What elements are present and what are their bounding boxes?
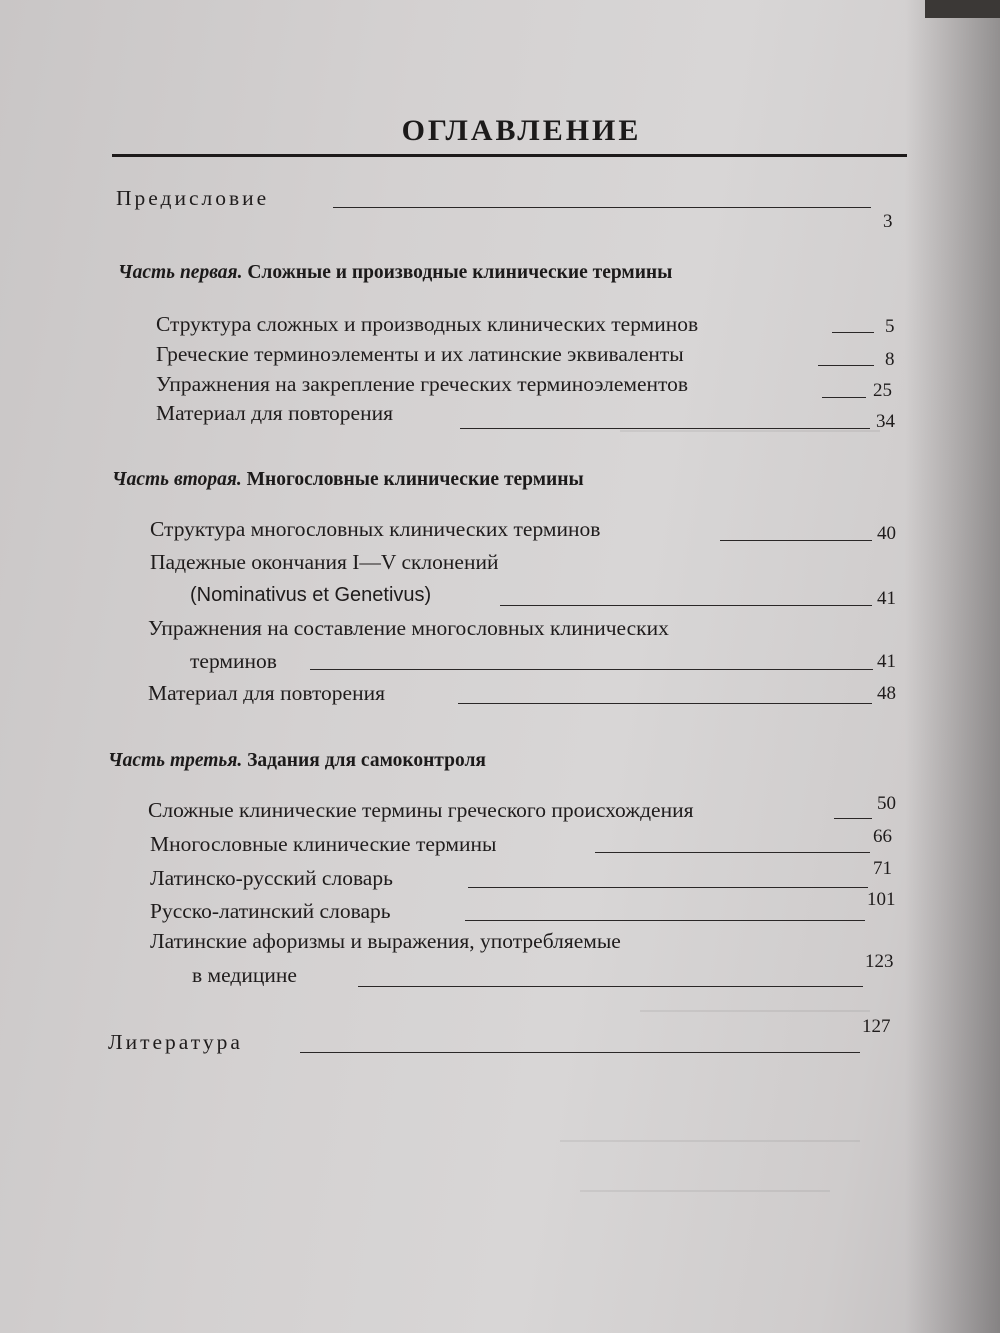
- toc-preface-label: Предисловие: [116, 186, 270, 210]
- page-title: [112, 108, 907, 157]
- part-heading: [108, 748, 486, 774]
- toc-entry-label: Материал для повторения: [148, 681, 385, 705]
- toc-entry-label: Падежные окончания I—V склонений: [150, 550, 499, 574]
- toc-entry-label: Многословные клинические термины: [150, 832, 497, 856]
- toc-entry-page: 34: [876, 411, 895, 432]
- toc-entry-page: 50: [877, 793, 896, 814]
- leader-line: [832, 332, 874, 333]
- toc-entry-page: 66: [873, 826, 892, 847]
- toc-entry-label: Греческие терминоэлементы и их латинские эквиваленты: [156, 342, 684, 366]
- toc-entry-page: 41: [877, 651, 896, 672]
- toc-literature-label: Литература: [108, 1030, 243, 1054]
- page-corner-shadow: [925, 0, 1000, 18]
- toc-entry-label-continued: в медицине: [192, 963, 297, 987]
- leader-line: [834, 818, 872, 819]
- toc-entry-page: 48: [877, 683, 896, 704]
- toc-literature-page: 127: [862, 1016, 891, 1037]
- leader-line: [465, 920, 865, 921]
- toc-entry-label: Структура сложных и производных клинических терминов: [156, 312, 699, 336]
- leader-line: [460, 428, 870, 429]
- bleed-through-texture: [560, 1140, 860, 1152]
- toc-entry-page: 123: [865, 951, 894, 972]
- part-label: Часть первая.: [118, 262, 243, 283]
- leader-line: [333, 207, 871, 208]
- leader-line: [595, 852, 870, 853]
- part-label: Часть третья.: [108, 750, 243, 771]
- toc-entry-page: 8: [885, 349, 895, 370]
- toc-entry-label: Сложные клинические термины греческого происхождения: [148, 798, 694, 822]
- leader-line: [300, 1052, 860, 1053]
- bleed-through-texture: [620, 430, 880, 442]
- toc-entry-page: 101: [867, 889, 896, 910]
- toc-entry-page: 40: [877, 523, 896, 544]
- toc-entry-label: Латинские афоризмы и выражения, употребляемые: [150, 929, 621, 953]
- toc-entry-label: Упражнения на закрепление греческих терминоэлементов: [156, 372, 689, 396]
- toc-entry-label: Упражнения на составление многословных клинических: [148, 616, 669, 640]
- leader-line: [500, 605, 872, 606]
- leader-line: [468, 887, 868, 888]
- leader-line: [310, 669, 873, 670]
- leader-line: [818, 365, 874, 366]
- leader-line: [822, 397, 866, 398]
- part-title: Сложные и производные клинические термины: [247, 262, 673, 283]
- toc-preface-page: 3: [883, 211, 893, 232]
- part-heading: [112, 467, 584, 493]
- part-label: Часть вторая.: [112, 469, 242, 490]
- toc-entry-label-continued: (Nominativus et Genetivus): [190, 584, 432, 606]
- part-title: Задания для самоконтроля: [247, 750, 486, 771]
- part-heading: [118, 260, 672, 286]
- toc-entry-label: Структура многословных клинических терминов: [150, 517, 601, 541]
- toc-entry-page: 41: [877, 588, 896, 609]
- title-text: ОГЛАВЛЕНИЕ: [401, 114, 642, 147]
- leader-line: [720, 540, 872, 541]
- toc-entry-page: 5: [885, 316, 895, 337]
- page-fold-shadow: [905, 0, 1000, 1333]
- bleed-through-texture: [640, 1010, 870, 1022]
- toc-entry-page: 71: [873, 858, 892, 879]
- part-title: Многословные клинические термины: [246, 469, 584, 490]
- leader-line: [458, 703, 872, 704]
- leader-line: [358, 986, 863, 987]
- toc-entry-label-continued: терминов: [190, 649, 277, 673]
- toc-entry-label: Русско-латинский словарь: [150, 899, 391, 923]
- bleed-through-texture: [580, 1190, 830, 1202]
- toc-entry-label: Материал для повторения: [156, 401, 393, 425]
- toc-entry-label: Латинско-русский словарь: [150, 866, 393, 890]
- toc-entry-page: 25: [873, 380, 892, 401]
